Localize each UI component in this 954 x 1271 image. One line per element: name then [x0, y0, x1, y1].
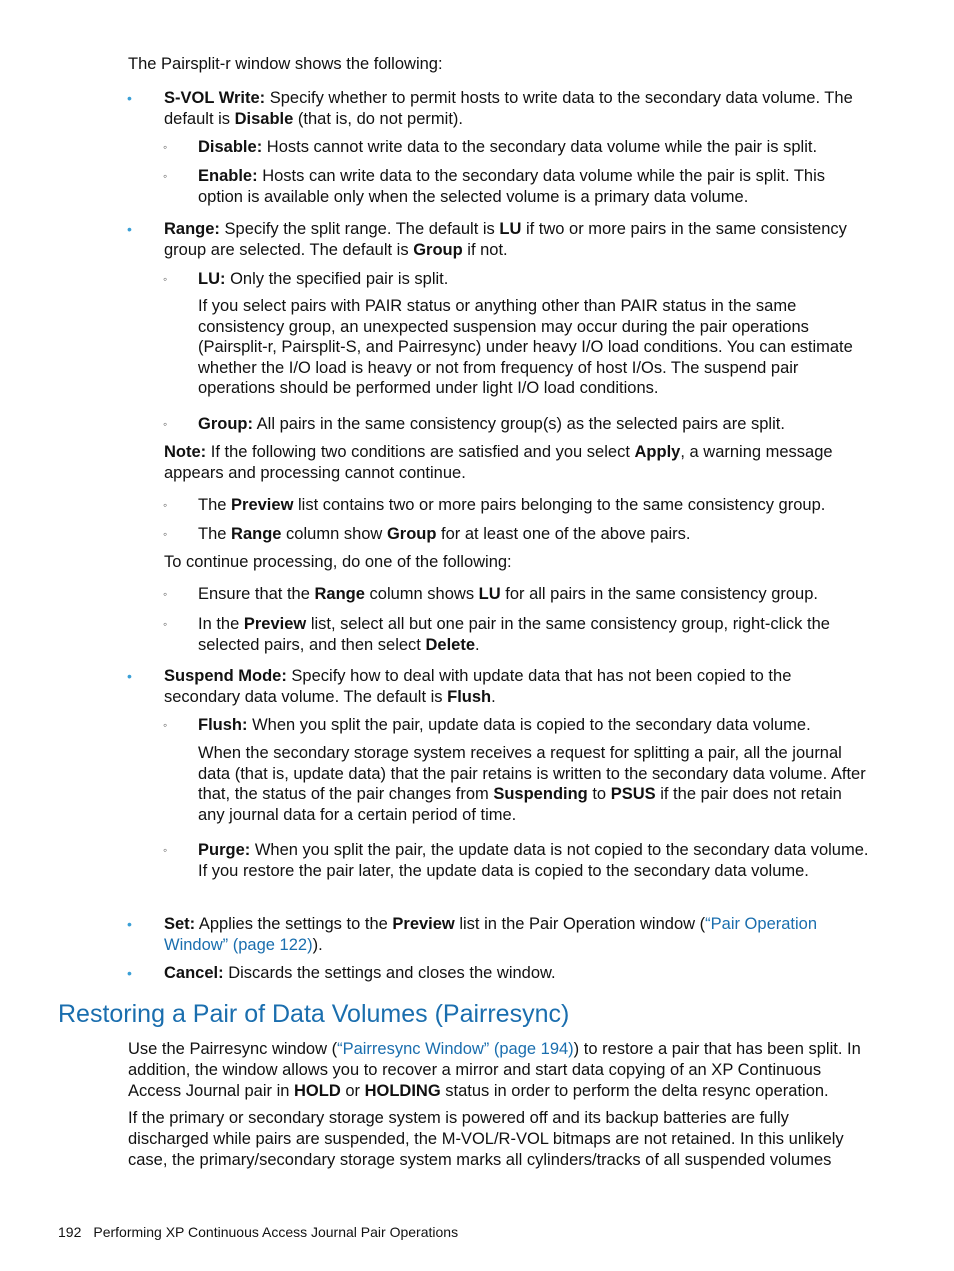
flush-para-e: if the pair does not retain any journal data for a certain period of time.	[198, 785, 842, 824]
disable-item	[198, 137, 870, 158]
resync-p1-f: status in order to perform the delta resync operation.	[440, 1082, 829, 1100]
bullet-set: •	[127, 916, 132, 932]
svol-bold-a: Disable	[234, 110, 294, 128]
suspend-mode-item	[164, 666, 870, 708]
set-term: Set:	[164, 915, 196, 933]
c2-e: for at least one of the above pairs.	[436, 525, 691, 543]
pair-operation-window-link[interactable]: “Pair Operation Window” (page 122)	[164, 915, 818, 954]
lu-paragraph: If you select pairs with PAIR status or anything other than PAIR status in the same consistency group, an unexpected suspension may occur during the pair operations (Pairsplit-r, Pairsplit-S, and Pairresync) under heavy I/O load conditions. You can estimate whether the I/O load is heavy or not from frequency of host I/Os. The suspend pair operations should be performed under light I/O load conditions.	[198, 297, 853, 397]
intro-text: The Pairsplit-r window shows the following:	[128, 55, 443, 73]
sub-bullet-c1: ◦	[163, 498, 168, 512]
svol-text-a: Specify whether to permit hosts to write data to the secondary data volume. The default is	[164, 89, 853, 128]
d2-d: Delete	[425, 636, 476, 654]
footer-title: Performing XP Continuous Access Journal Pair Operations	[93, 1224, 459, 1240]
cancel-text: Discards the settings and closes the window.	[223, 964, 556, 982]
set-text-b: list in the Pair Operation window (	[454, 915, 706, 933]
svol-text-b: (that is, do not permit).	[293, 110, 463, 128]
svol-write-item	[164, 88, 870, 130]
resync-p1-e: HOLDING	[364, 1082, 441, 1100]
enable-text: Hosts can write data to the secondary data volume while the pair is split. This option is available only when the selected volume is a primary data volume.	[198, 167, 825, 206]
condition-1	[198, 495, 870, 516]
resync-paragraph-2: If the primary or secondary storage system is powered off and its backup batteries are fully discharged while pairs are suspended, the M-VOL/R-VOL bitmaps are not retained. In this unlikely case, the primary/secondary storage system marks all cylinders/tracks of all suspended volumes	[128, 1109, 844, 1169]
c1-a: The	[198, 496, 232, 514]
continue-paragraph: To continue processing, do one of the following:	[164, 553, 512, 571]
range-text-b: if two or more pairs in the same consistency group are selected. The default is	[164, 220, 847, 259]
d1-a: Ensure that the	[198, 585, 315, 603]
group-text: All pairs in the same consistency group(s) as the selected pairs are split.	[253, 415, 785, 433]
sub-bullet-group: ◦	[163, 417, 168, 431]
group-term: Group:	[198, 415, 253, 433]
purge-term: Purge:	[198, 841, 251, 859]
flush-para-c: to	[587, 785, 611, 803]
note-term: Note:	[164, 443, 207, 461]
note-text-b: , a warning message appears and processing cannot continue.	[164, 443, 833, 482]
sub-bullet-purge: ◦	[163, 843, 168, 857]
cancel-term: Cancel:	[164, 964, 224, 982]
disable-text: Hosts cannot write data to the secondary data volume while the pair is split.	[262, 138, 818, 156]
d2-c: list, select all but one pair in the same consistency group, right-click the selected pairs, and then select	[198, 615, 830, 654]
bullet-suspend: •	[127, 668, 132, 684]
sub-bullet-enable: ◦	[163, 169, 168, 183]
flush-para-d: PSUS	[610, 785, 656, 803]
lu-term: LU:	[198, 270, 226, 288]
c2-a: The	[198, 525, 232, 543]
group-item	[198, 414, 870, 435]
suspend-bold-a: Flush	[447, 688, 492, 706]
resync-p1-c: HOLD	[294, 1082, 341, 1100]
sub-bullet-d1: ◦	[163, 587, 168, 601]
enable-term: Enable:	[198, 167, 258, 185]
lu-item	[198, 269, 870, 290]
disable-term: Disable:	[198, 138, 263, 156]
page-footer	[58, 1222, 458, 1242]
set-bold-a: Preview	[392, 915, 455, 933]
c1-c: list contains two or more pairs belonging to the same consistency group.	[293, 496, 826, 514]
d1-c: column shows	[364, 585, 479, 603]
sub-bullet-flush: ◦	[163, 718, 168, 732]
resync-p1-b: ) to restore a pair that has been split. In addition, the window allows you to recover a mirror and start data copying of an XP Continuous Access Journal pair in	[128, 1040, 861, 1100]
sub-bullet-lu: ◦	[163, 272, 168, 286]
sub-bullet-c2: ◦	[163, 527, 168, 541]
resync-p1-a: Use the Pairresync window (	[128, 1040, 338, 1058]
bullet-range: •	[127, 221, 132, 237]
sub-bullet-d2: ◦	[163, 617, 168, 631]
range-text-c: if not.	[462, 241, 508, 259]
note-text-a: If the following two conditions are satisfied and you select	[206, 443, 635, 461]
cancel-item	[164, 963, 870, 984]
c2-c: column show	[281, 525, 387, 543]
note-paragraph	[164, 442, 870, 484]
d2-e: .	[475, 636, 480, 654]
d1-d: LU	[478, 585, 501, 603]
set-text-c: ).	[312, 936, 323, 954]
svol-term: S-VOL Write:	[164, 89, 266, 107]
lu-text: Only the specified pair is split.	[225, 270, 449, 288]
flush-item	[198, 715, 870, 736]
range-item	[164, 219, 870, 261]
d2-a: In the	[198, 615, 244, 633]
page-number: 192	[58, 1224, 82, 1240]
condition-2	[198, 524, 870, 545]
resync-p1-d: or	[340, 1082, 365, 1100]
purge-item	[198, 840, 870, 882]
pairresync-window-link[interactable]: “Pairresync Window” (page 194)	[337, 1040, 574, 1058]
d2-b: Preview	[243, 615, 307, 633]
flush-para-b: Suspending	[493, 785, 588, 803]
option-1	[198, 584, 870, 605]
suspend-text-a: Specify how to deal with update data that has not been copied to the secondary data volume. The default is	[164, 667, 792, 706]
c1-b: Preview	[231, 496, 294, 514]
section-heading: Restoring a Pair of Data Volumes (Pairresync)	[58, 1000, 570, 1028]
range-term: Range:	[164, 220, 220, 238]
c2-d: Group	[386, 525, 437, 543]
suspend-term: Suspend Mode:	[164, 667, 287, 685]
set-item	[164, 914, 870, 956]
range-bold-b: Group	[413, 241, 463, 259]
set-text-a: Applies the settings to the	[195, 915, 393, 933]
suspend-text-b: .	[491, 688, 496, 706]
range-text-a: Specify the split range. The default is	[219, 220, 500, 238]
purge-text: When you split the pair, the update data is not copied to the secondary data volume. If you restore the pair later, the update data is copied to the secondary data volume.	[198, 841, 869, 880]
flush-term: Flush:	[198, 716, 248, 734]
flush-para-a: When the secondary storage system receives a request for splitting a pair, all the journal data (that is, update data) that the pair retains is written to the secondary data volume. After that, the status of the pair changes from	[198, 744, 866, 803]
note-bold: Apply	[634, 443, 681, 461]
bullet-cancel: •	[127, 965, 132, 981]
d1-b: Range	[314, 585, 365, 603]
flush-text: When you split the pair, update data is copied to the secondary data volume.	[247, 716, 811, 734]
resync-paragraph-1	[128, 1039, 870, 1102]
c2-b: Range	[231, 525, 282, 543]
bullet-svol: •	[127, 90, 132, 106]
flush-paragraph	[198, 743, 870, 825]
enable-item	[198, 166, 870, 208]
option-2	[198, 614, 870, 656]
range-bold-a: LU	[499, 220, 522, 238]
d1-e: for all pairs in the same consistency group.	[500, 585, 818, 603]
sub-bullet-disable: ◦	[163, 140, 168, 154]
